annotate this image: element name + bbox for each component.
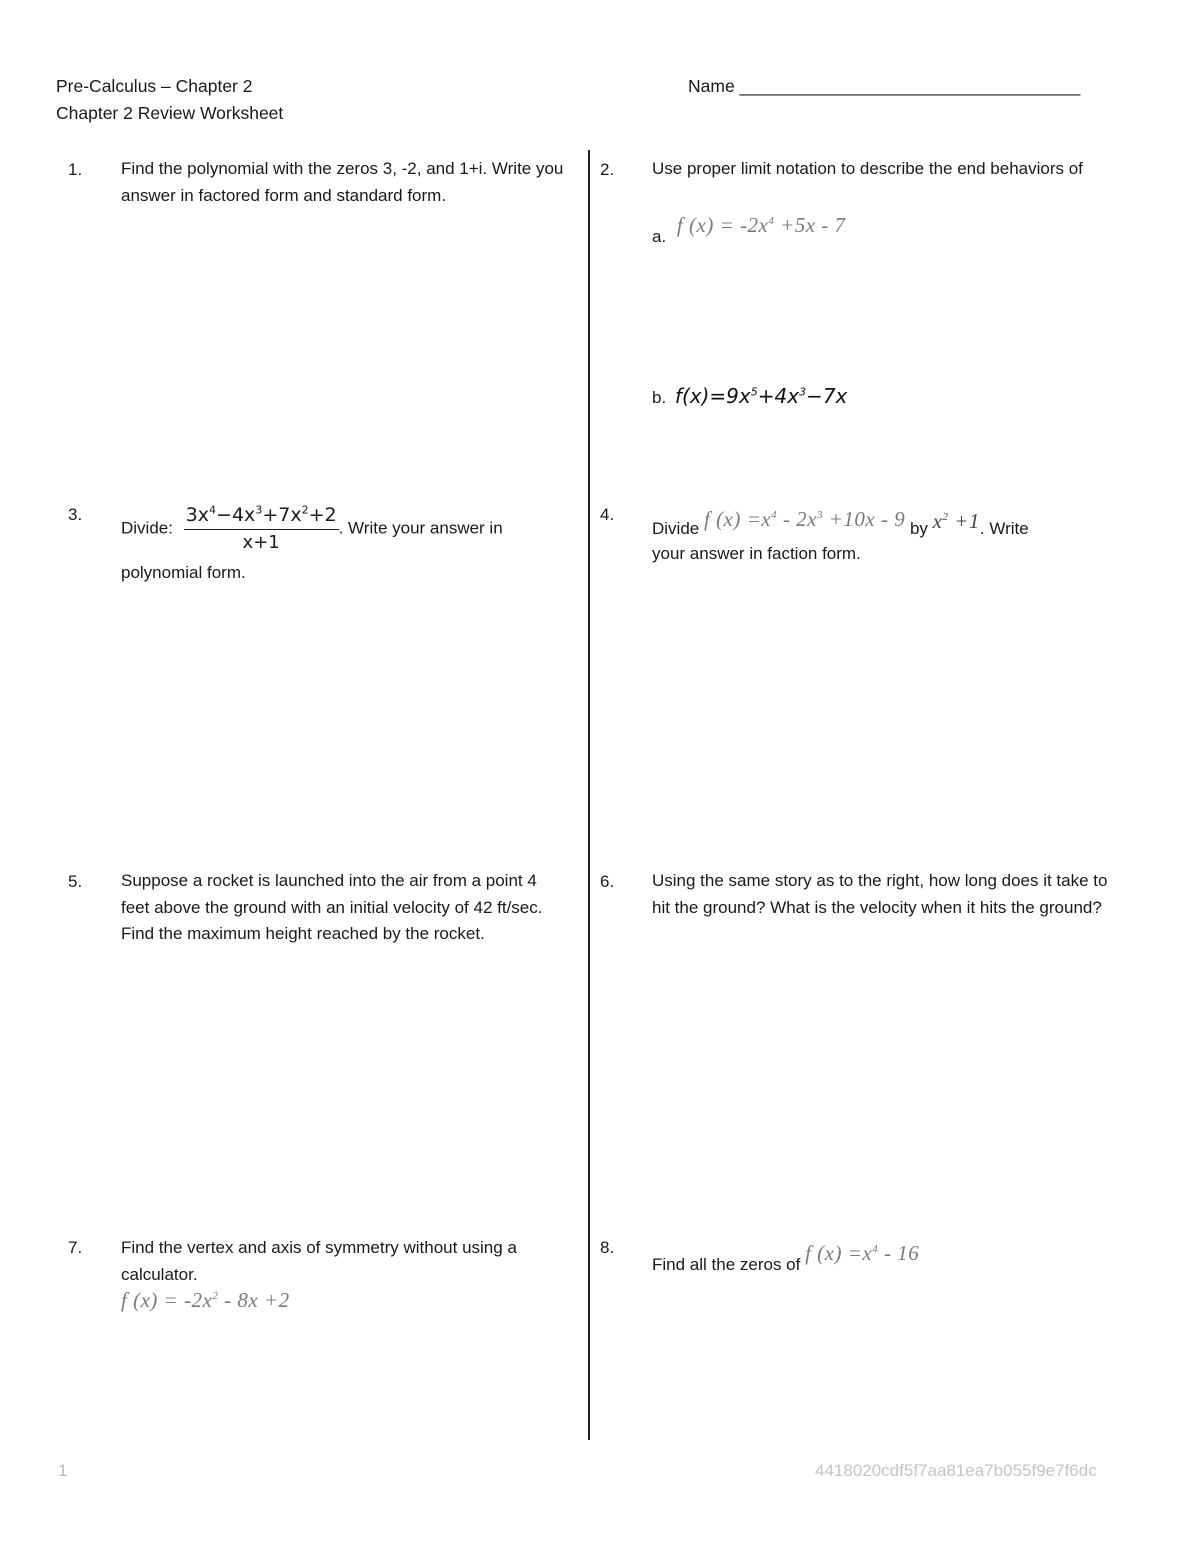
question-7-number: 7.	[68, 1238, 83, 1257]
column-divider	[588, 150, 590, 1440]
course-title: Pre-Calculus – Chapter 2	[56, 76, 253, 96]
question-8-number: 8.	[600, 1238, 615, 1257]
question-3-denominator: x+1	[242, 531, 280, 553]
question-6-text: Using the same story as to the right, how long does it take to hit the ground? What is the velocity when it hits the ground?	[652, 871, 1108, 917]
question-6-number: 6.	[600, 872, 615, 891]
question-5-number: 5.	[68, 872, 83, 891]
question-2a-label: a.	[652, 227, 667, 246]
question-2b-function: $f(x)=9x^5+4x^3-7x$	[674, 384, 848, 408]
document-hash: 4418020cdf5f7aa81ea7b055f9e7f6dc	[815, 1461, 1097, 1480]
name-label: Name	[688, 76, 735, 96]
question-3-number: 3.	[68, 505, 83, 524]
question-4-number: 4.	[600, 505, 615, 524]
question-4-body	[652, 507, 1122, 543]
question-2a-function: f $(x) = -2x^4 +5x - 7$	[676, 213, 846, 237]
question-4-after: . Write	[979, 519, 1029, 538]
question-4-dividend: f $(x) =x^4 - 2x^3 +10x - 9$	[703, 507, 906, 531]
question-5-text: Suppose a rocket is launched into the air from a point 4 feet above the ground with an initial velocity of 42 ft/sec. Find the maximum height reached by the rocket.	[121, 871, 543, 943]
name-blank-line: ___________________________________	[739, 76, 1081, 96]
page-number: 1	[58, 1461, 68, 1480]
question-4-by: by	[909, 519, 928, 538]
question-4-prefix: Divide	[652, 519, 700, 538]
question-2-text: Use proper limit notation to describe the end behaviors of	[652, 159, 1083, 178]
question-3-text2: polynomial form.	[121, 563, 246, 582]
question-1-text: Find the polynomial with the zeros 3, -2, and 1+i. Write you answer in factored form and standard form.	[121, 159, 564, 205]
name-field	[688, 73, 1080, 99]
question-1-number: 1.	[68, 160, 83, 179]
question-2a	[652, 213, 846, 251]
question-2b	[652, 383, 847, 412]
question-8-text: Find all the zeros of	[652, 1255, 801, 1274]
question-3-after: . Write your answer in	[338, 518, 503, 538]
question-3-fraction	[184, 502, 339, 556]
question-3-body	[121, 502, 581, 556]
question-8-body	[652, 1241, 920, 1279]
question-3-prefix: Divide:	[121, 518, 173, 538]
worksheet-title: Chapter 2 Review Worksheet	[56, 103, 284, 123]
question-7-text: Find the vertex and axis of symmetry without using a calculator.	[121, 1238, 517, 1284]
question-2-number: 2.	[600, 160, 615, 179]
question-4-text2: your answer in faction form.	[652, 544, 861, 563]
question-7-function: f $(x) = -2x^2 - 8x +2$	[121, 1288, 290, 1312]
question-8-function: f $(x) =x^4 - 16$	[805, 1241, 920, 1265]
question-4-divisor: $x^2 +1$	[932, 509, 980, 533]
question-2b-label: b.	[652, 388, 667, 407]
question-3-numerator: $3x^4-4x^3+7x^2+2$	[184, 502, 339, 530]
